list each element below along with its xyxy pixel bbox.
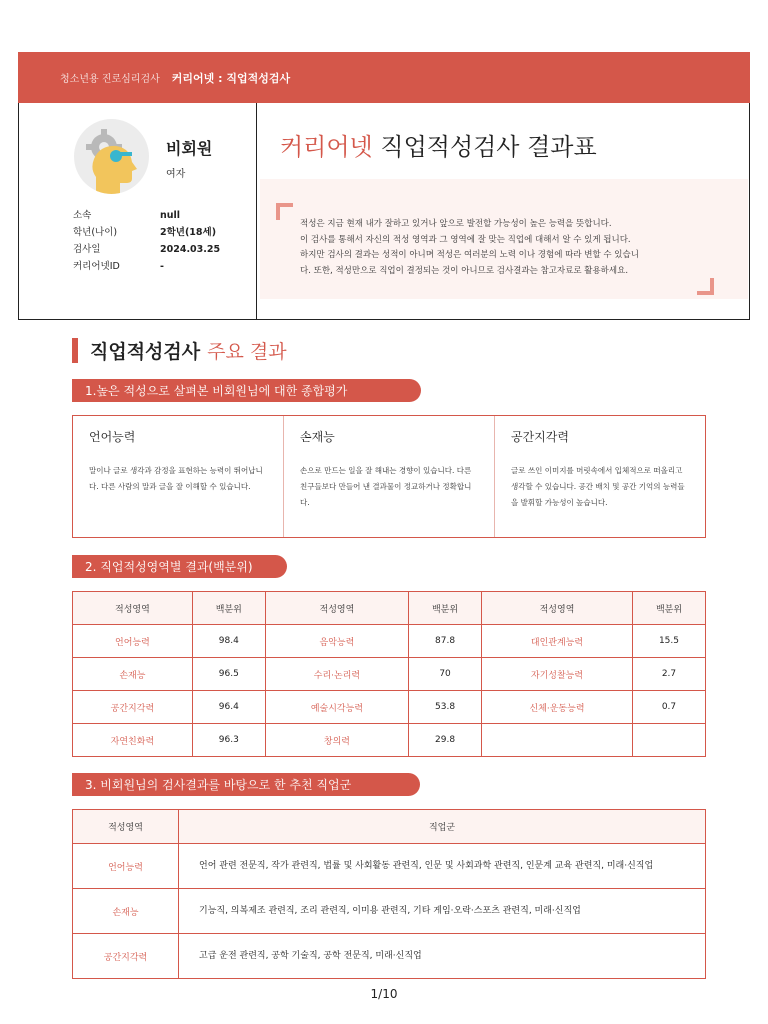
info-value: -: [160, 261, 164, 272]
evaluation-item: [495, 416, 705, 537]
evaluation-desc: 손으로 만드는 일을 잘 해내는 경향이 있습니다. 다른 친구들보다 만들어 낸 결과물이 정교하거나 정확합니다.: [300, 466, 472, 507]
aptitude-area: 수리·논리력: [265, 658, 408, 691]
table-row: [73, 625, 706, 658]
percentile-value: 98.4: [192, 625, 265, 658]
report-title-accent: 커리어넷: [280, 133, 373, 161]
info-row-test-date: [73, 241, 220, 258]
report-header: [18, 103, 750, 320]
percentile-value: 96.4: [192, 691, 265, 724]
info-label: 커리어넷ID: [73, 261, 120, 272]
intro-line: 이 검사를 통해서 자신의 적성 영역과 그 영역에 잘 맞는 직업에 대해서 알 수 있게 됩니다.: [300, 234, 631, 245]
aptitude-area: 예술시각능력: [265, 691, 408, 724]
info-row-grade: [73, 224, 220, 241]
test-category: 청소년용 진로심리검사: [60, 74, 160, 85]
main-results-heading: [72, 338, 287, 363]
heading-title-accent: 주요 결과: [207, 341, 287, 363]
aptitude-area: 공간지각력: [73, 934, 179, 979]
evaluation-desc: 말이나 글로 생각과 감정을 표현하는 능력이 뛰어납니다. 다른 사람의 말과 글을 잘 이해할 수 있습니다.: [89, 466, 263, 491]
head-with-gear-icon: [74, 119, 149, 194]
table-row: [73, 889, 706, 934]
header-area: 적성영역: [482, 592, 633, 625]
info-row-affiliation: [73, 207, 220, 224]
intro-line: 적성은 지금 현재 내가 잘하고 있거나 앞으로 발전할 가능성이 높은 능력을 뜻합니다.: [300, 219, 612, 229]
percentile-value: 15.5: [632, 625, 705, 658]
table-row: [73, 844, 706, 889]
aptitude-area: [482, 724, 633, 757]
table-row: [73, 658, 706, 691]
user-gender: 여자: [166, 169, 186, 180]
open-quote-icon: [276, 203, 293, 220]
percentile-value: 0.7: [632, 691, 705, 724]
job-group: 언어 관련 전문직, 작가 관련직, 법률 및 사회활동 관련직, 인문 및 사회과학 관련직, 인문계 교육 관련직, 미래·신직업: [179, 844, 706, 889]
header-area: 적성영역: [265, 592, 408, 625]
intro-line: 하지만 검사의 결과는 성적이 아니며 적성은 여러분의 노력 이나 경험에 따라 변할 수 있습니: [300, 250, 639, 260]
header-percentile: 백분위: [192, 592, 265, 625]
info-value: 2024.03.25: [160, 244, 221, 255]
table-row: [73, 724, 706, 757]
job-group: 고급 운전 관련직, 공학 기술직, 공학 전문직, 미래·신직업: [179, 934, 706, 979]
info-value: 2학년(18세): [160, 227, 217, 238]
percentile-value: 70: [409, 658, 482, 691]
report-title-area: [258, 103, 750, 319]
info-label: 학년(나이): [73, 227, 118, 238]
evaluation-name: 언어능력: [89, 430, 136, 444]
table-header-row: [73, 592, 706, 625]
evaluation-name: 손재능: [300, 430, 335, 444]
evaluation-desc: 글로 쓰인 이미지를 머릿속에서 입체적으로 떠올리고 생각할 수 있습니다. 공간 배치 및 공간 기억의 능력들을 발휘할 가능성이 높습니다.: [511, 466, 685, 507]
aptitude-area: 창의력: [265, 724, 408, 757]
heading-marker: [72, 338, 78, 363]
close-quote-icon: [697, 278, 714, 295]
intro-text: [300, 217, 712, 279]
evaluation-item: [284, 416, 495, 537]
aptitude-area: 자연친화력: [73, 724, 193, 757]
top-banner: [18, 52, 750, 103]
aptitude-area: 손재능: [73, 889, 179, 934]
aptitude-area: 손재능: [73, 658, 193, 691]
header-percentile: 백분위: [409, 592, 482, 625]
table-row: [73, 691, 706, 724]
recommended-jobs-table: [72, 809, 706, 979]
user-info-table: [73, 207, 220, 275]
info-row-careernet-id: [73, 258, 220, 275]
job-group: 기능직, 의복제조 관련직, 조리 관련직, 이미용 관련직, 기타 게임·오락·스포츠 관련직, 미래·신직업: [179, 889, 706, 934]
info-label: 소속: [73, 210, 92, 221]
heading-title: 직업적성검사: [90, 341, 201, 363]
percentile-value: 87.8: [409, 625, 482, 658]
aptitude-area: 신체·운동능력: [482, 691, 633, 724]
section3-title: 3. 비회원님의 검사결과를 바탕으로 한 추천 직업군: [72, 773, 420, 796]
overall-evaluation: [72, 415, 706, 538]
page-number: 1/10: [370, 987, 398, 1001]
evaluation-item: [73, 416, 284, 537]
report-title-rest: 직업적성검사 결과표: [380, 133, 597, 161]
header-job-group: 직업군: [179, 810, 706, 844]
header-area: 적성영역: [73, 810, 179, 844]
percentile-table: [72, 591, 706, 757]
header-area: 적성영역: [73, 592, 193, 625]
percentile-value: 53.8: [409, 691, 482, 724]
aptitude-area: 음악능력: [265, 625, 408, 658]
test-name: 커리어넷 : 직업적성검사: [171, 71, 291, 85]
user-name: 비회원: [166, 139, 213, 158]
percentile-value: [632, 724, 705, 757]
percentile-value: 29.8: [409, 724, 482, 757]
percentile-value: 96.3: [192, 724, 265, 757]
section2-title: 2. 직업적성영역별 결과(백분위): [72, 555, 287, 578]
info-value: null: [160, 210, 181, 221]
info-label: 검사일: [73, 244, 101, 255]
percentile-value: 96.5: [192, 658, 265, 691]
aptitude-area: 언어능력: [73, 844, 179, 889]
percentile-value: 2.7: [632, 658, 705, 691]
aptitude-area: 언어능력: [73, 625, 193, 658]
report-title: [280, 127, 597, 162]
intro-box: [260, 179, 748, 299]
aptitude-area: 대인관계능력: [482, 625, 633, 658]
aptitude-area: 공간지각력: [73, 691, 193, 724]
profile-panel: [19, 103, 257, 319]
intro-line: 다. 또한, 적성만으로 직업이 결정되는 것이 아니므로 검사결과는 참고자료로 활용하세요.: [300, 265, 629, 276]
table-header-row: [73, 810, 706, 844]
aptitude-area: 자기성찰능력: [482, 658, 633, 691]
header-percentile: 백분위: [632, 592, 705, 625]
table-row: [73, 934, 706, 979]
section1-title: 1.높은 적성으로 살펴본 비회원님에 대한 종합평가: [72, 379, 421, 402]
evaluation-name: 공간지각력: [511, 430, 569, 444]
